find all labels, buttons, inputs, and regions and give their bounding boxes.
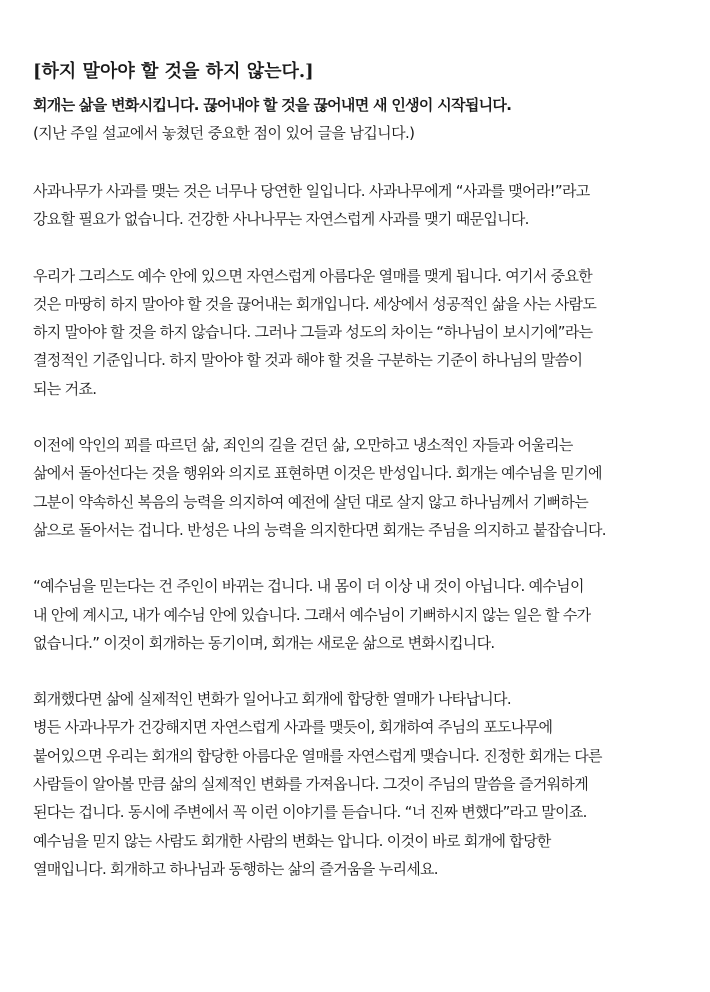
- paragraph-line: 열매입니다. 회개하고 하나님과 동행하는 삶의 즐거움을 누리세요.: [33, 859, 438, 878]
- paragraph-2: [33, 262, 693, 403]
- paragraph-line: 사람들이 알아볼 만큼 삶의 실제적인 변화를 가져옵니다. 그것이 주님의 말씀을 즐거워하게: [33, 775, 588, 794]
- paragraph-line: 없습니다.” 이것이 회개하는 동기이며, 회개는 새로운 삶으로 변화시킵니다.: [33, 633, 495, 652]
- document-body: [33, 58, 693, 911]
- paragraph-5: [33, 685, 693, 883]
- paragraph-line: 삶으로 돌아서는 겁니다. 반성은 나의 능력을 의지한다면 회개는 주님을 의지하고 붙잡습니다.: [33, 520, 606, 539]
- paragraph-line: 내 안에 계시고, 내가 예수님 안에 있습니다. 그래서 예수님이 기뻐하시지 않는 일은 할 수가: [33, 605, 591, 624]
- paragraph-1: [33, 177, 693, 234]
- document-subtitle: 회개는 삶을 변화시킵니다. 끊어내야 할 것을 끊어내면 새 인생이 시작됩니다.: [33, 96, 512, 114]
- paragraph-line: 붙어있으면 우리는 회개의 합당한 아름다운 열매를 자연스럽게 맺습니다. 진정한 회개는 다른: [33, 746, 602, 765]
- paragraph-line: “예수님을 믿는다는 건 주인이 바뀌는 겁니다. 내 몸이 더 이상 내 것이 아닙니다. 예수님이: [33, 577, 584, 596]
- paragraph-line: 예수님을 믿지 않는 사람도 회개한 사람의 변화는 압니다. 이것이 바로 회개에 합당한: [33, 831, 551, 850]
- paragraph-line: 되는 거죠.: [33, 379, 97, 398]
- paragraph-line: 회개했다면 삶에 실제적인 변화가 일어나고 회개에 합당한 열매가 나타납니다.: [33, 690, 511, 709]
- document-note: (지난 주일 설교에서 놓쳤던 중요한 점이 있어 글을 남깁니다.): [33, 124, 415, 142]
- paragraph-line: 그분이 약속하신 복음의 능력을 의지하여 예전에 살던 대로 살지 않고 하나님께서 기뻐하는: [33, 492, 588, 511]
- paragraph-3: [33, 431, 693, 544]
- paragraph-line: 사과나무가 사과를 맺는 것은 너무나 당연한 일입니다. 사과나무에게 “사과를 맺어라!”라고: [33, 182, 590, 200]
- paragraph-line: 것은 마땅히 하지 말아야 할 것을 끊어내는 회개입니다. 세상에서 성공적인 삶을 사는 사람도: [33, 294, 597, 313]
- paragraph-line: 이전에 악인의 꾀를 따르던 삶, 죄인의 길을 걷던 삶, 오만하고 냉소적인 자들과 어울리는: [33, 436, 573, 455]
- paragraph-line: 삶에서 돌아선다는 것을 행위와 의지로 표현하면 이것은 반성입니다. 회개는 예수님을 믿기에: [33, 464, 602, 483]
- paragraph-4: [33, 572, 693, 657]
- document-title: [하지 말아야 할 것을 하지 않는다.]: [33, 61, 314, 82]
- paragraph-line: 결정적인 기준입니다. 하지 말아야 할 것과 해야 할 것을 구분하는 기준이 하나님의 말씀이: [33, 351, 583, 370]
- paragraph-line: 된다는 겁니다. 동시에 주변에서 꼭 이런 이야기를 듣습니다. “너 진짜 변했다”라고 말이죠.: [33, 803, 587, 822]
- paragraph-line: 병든 사과나무가 건강해지면 자연스럽게 사과를 맺듯이, 회개하여 주님의 포도나무에: [33, 718, 553, 737]
- paragraph-line: 강요할 필요가 없습니다. 건강한 사나나무는 자연스럽게 사과를 맺기 때문입니다.: [33, 210, 529, 229]
- paragraph-line: 하지 말아야 할 것을 하지 않습니다. 그러나 그들과 성도의 차이는 “하나님이 보시기에”라는: [33, 323, 593, 342]
- paragraph-line: 우리가 그리스도 예수 안에 있으면 자연스럽게 아름다운 열매를 맺게 됩니다. 여기서 중요한: [33, 266, 593, 285]
